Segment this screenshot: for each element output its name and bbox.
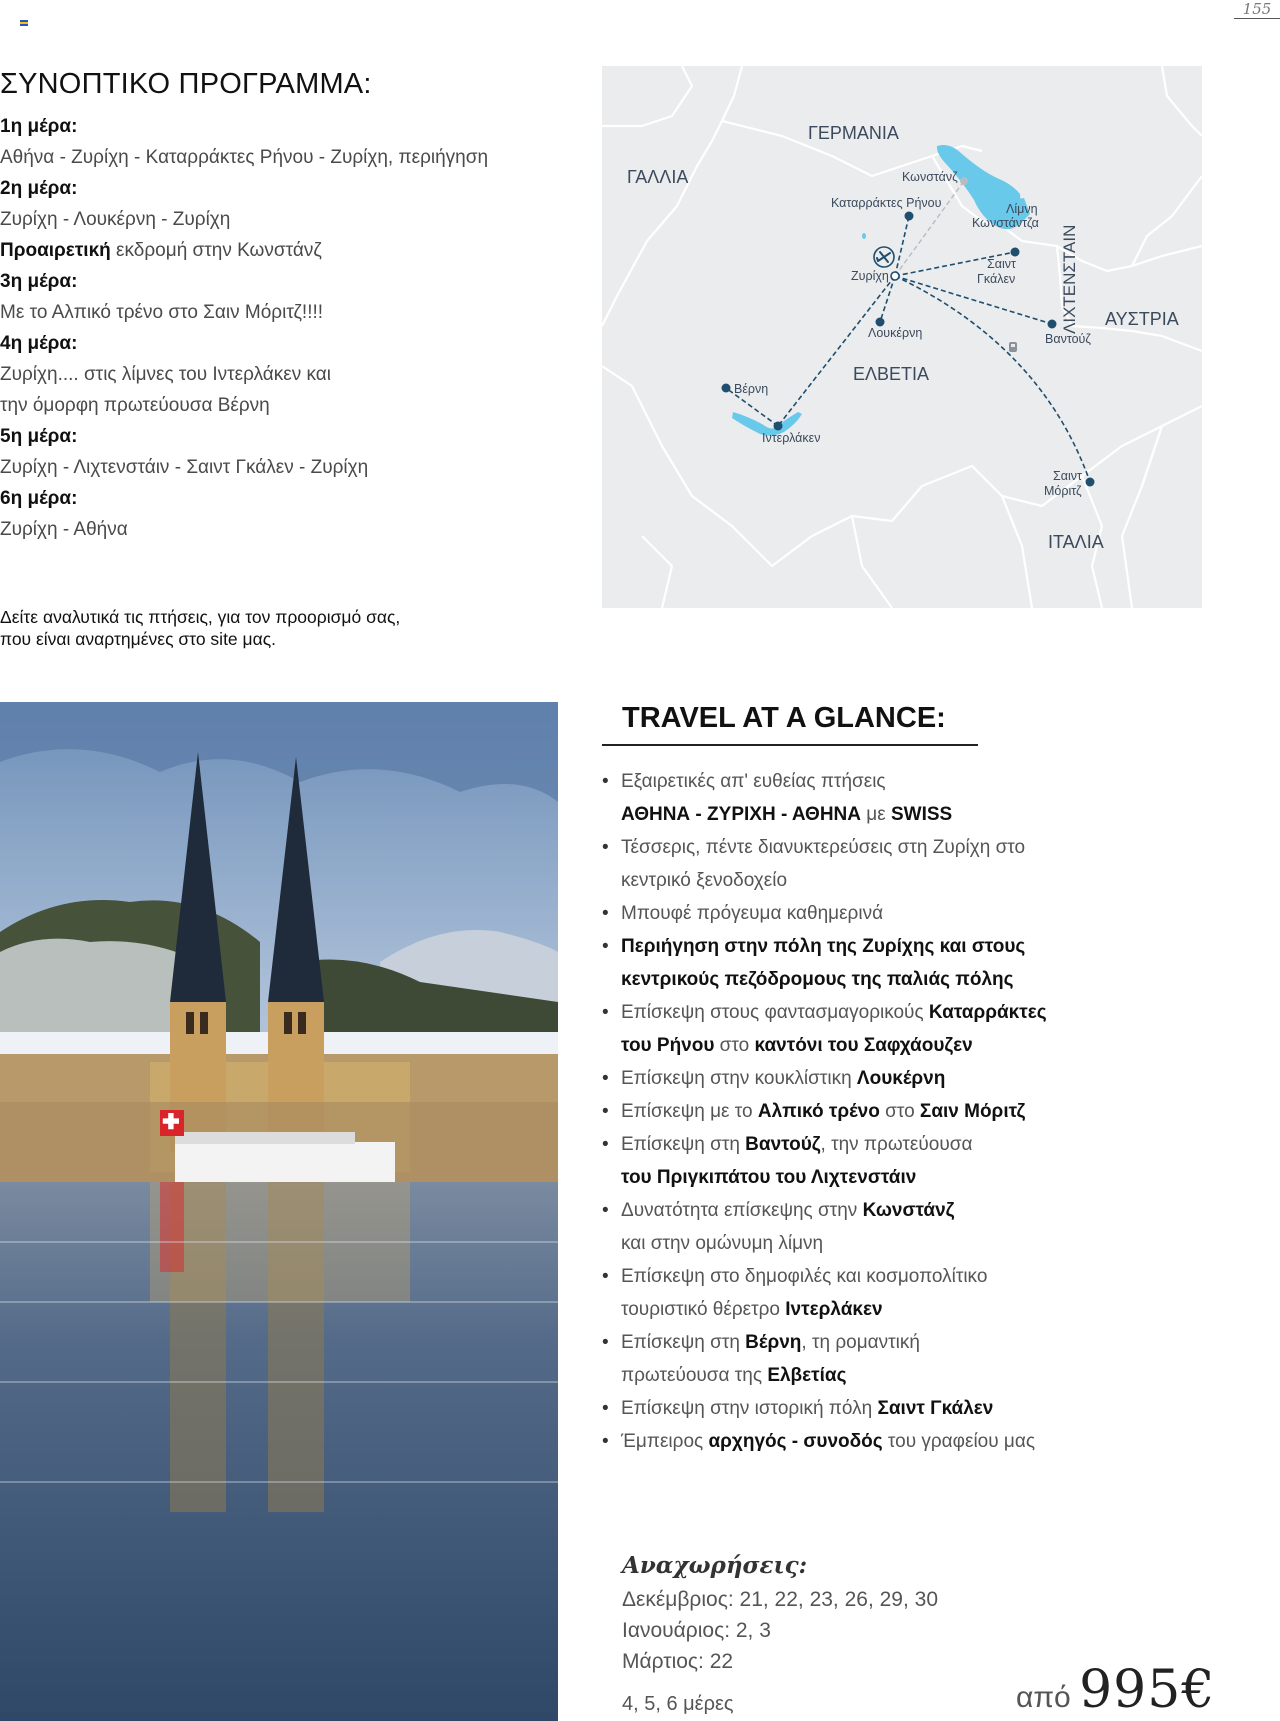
glance-bold: Σαιν Μόριτζ (919, 1101, 1026, 1122)
glance-item (602, 1095, 1202, 1128)
glance-title: TRAVEL AT A GLANCE: (622, 702, 946, 734)
trip-durations: 4, 5, 6 μέρες (622, 1693, 734, 1715)
glance-text: Εξαιρετικές απ' ευθείας πτήσεις (621, 771, 886, 792)
train-icon (1009, 342, 1017, 352)
day2-heading: 2η μέρα: (0, 178, 78, 199)
glance-bold: του Ρήνου (621, 1035, 715, 1056)
glance-bold: του Πριγκιπάτου του Λιχτενστάιν (621, 1167, 917, 1188)
label-rhine-falls: Καταρράκτες Ρήνου (831, 196, 942, 210)
city-dot-st-moritz (1086, 478, 1095, 487)
glance-text: κεντρικό ξενοδοχείο (621, 870, 788, 891)
glance-item (602, 1128, 1202, 1194)
glance-list (602, 765, 1202, 1458)
route-map (602, 66, 1202, 608)
label-lake-2: Κωνστάντζα (972, 216, 1039, 230)
glance-bold: Καταρράκτες (928, 1002, 1047, 1023)
glance-text: του γραφείου μας (882, 1431, 1036, 1452)
glance-text: Δυνατότητα επίσκεψης στην (621, 1200, 863, 1221)
departures-title: Αναχωρήσεις: (622, 1552, 808, 1579)
glance-text: Επίσκεψη στην ιστορική πόλη (621, 1398, 878, 1419)
lucerne-illustration (0, 702, 558, 1721)
glance-bold: κεντρικούς πεζόδρομους της παλιάς πόλης (621, 969, 1014, 990)
label-st-moritz-2: Μόριτζ (1044, 484, 1082, 498)
glance-bold: αρχηγός - συνοδός (708, 1431, 883, 1452)
glance-text: και στην ομώνυμη λίμνη (621, 1233, 824, 1254)
city-dot-konstanz (960, 177, 968, 185)
flights-note-line-2: που είναι αναρτημένες στο site μας. (0, 629, 277, 649)
label-lake-1: Λίμνη (1006, 202, 1038, 216)
day1-heading: 1η μέρα: (0, 116, 78, 137)
label-lucerne: Λουκέρνη (868, 326, 923, 340)
glance-text: , την πρωτεύουσα (820, 1134, 973, 1155)
glance-bold: Βέρνη (745, 1332, 802, 1353)
route-map-svg (602, 66, 1202, 608)
departures-march: Μάρτιος: 22 (622, 1650, 734, 1673)
label-bern: Βέρνη (734, 382, 769, 396)
glance-item (602, 1194, 1202, 1260)
glance-bold: ΑΘΗΝΑ - ΖΥΡΙΧΗ - ΑΘΗΝΑ (621, 804, 861, 825)
label-austria: ΑΥΣΤΡΙΑ (1105, 309, 1179, 329)
departures-january: Ιανουάριος: 2, 3 (622, 1619, 771, 1642)
label-st-gallen-2: Γκάλεν (977, 272, 1016, 286)
glance-bold: Ελβετίας (767, 1365, 847, 1386)
glance-item (602, 1425, 1202, 1458)
glance-text: Επίσκεψη με το (621, 1101, 758, 1122)
label-konstanz: Κωνστάνζ (902, 170, 958, 184)
glance-item (602, 996, 1202, 1062)
label-france: ΓΑΛΛΙΑ (627, 167, 689, 187)
glance-bold: Κωνστάνζ (862, 1200, 955, 1221)
glance-text: στο (714, 1035, 755, 1056)
glance-item (602, 1260, 1202, 1326)
day3-heading: 3η μέρα: (0, 271, 78, 292)
city-dot-st-gallen (1011, 248, 1020, 257)
price-amount: 995€ (1079, 1660, 1216, 1720)
label-germany: ΓΕΡΜΑΝΙΑ (808, 123, 899, 143)
glance-text: Επίσκεψη στο δημοφιλές και κοσμοπολίτικο (621, 1266, 988, 1287)
label-liechtenstein: ΛΙΧΤΕΝΣΤΑΙΝ (1060, 224, 1079, 334)
day3-text: Με το Αλπικό τρένο στο Σαιν Μόριτζ!!!! (0, 302, 324, 323)
label-vaduz: Βαντούζ (1045, 332, 1091, 346)
glance-text: Τέσσερις, πέντε διανυκτερεύσεις στη Ζυρίχη στο (621, 837, 1026, 858)
day4-text-2: την όμορφη πρωτεύουσα Βέρνη (0, 395, 270, 416)
glance-underline (602, 744, 978, 746)
glance-item (602, 930, 1202, 996)
day4-text-1: Ζυρίχη.... στις λίμνες του Ιντερλάκεν και (0, 364, 332, 385)
glance-bold: Ιντερλάκεν (785, 1299, 883, 1320)
glance-bold: Βαντούζ (745, 1134, 821, 1155)
optional-text: εκδρομή στην Κωνστάνζ (110, 240, 322, 261)
glance-text: Επίσκεψη στους φαντασμαγορικούς (621, 1002, 929, 1023)
flag-icon (20, 20, 28, 26)
page-number: 155 (1234, 0, 1280, 19)
glance-item (602, 1326, 1202, 1392)
flights-note (0, 606, 520, 650)
flights-note-line-1: Δείτε αναλυτικά τις πτήσεις, για τον προορισμό σας, (0, 607, 401, 627)
optional-excursion (0, 235, 590, 266)
glance-text: στο (879, 1101, 920, 1122)
glance-bold: Σαιντ Γκάλεν (877, 1398, 994, 1419)
glance-text: Επίσκεψη στην κουκλίστικη (621, 1068, 857, 1089)
day5-heading: 5η μέρα: (0, 426, 78, 447)
glance-item (602, 1062, 1202, 1095)
day6-heading: 6η μέρα: (0, 488, 78, 509)
glance-text: Επίσκεψη στη (621, 1332, 746, 1353)
city-dot-vaduz (1048, 320, 1057, 329)
glance-bold: Περιήγηση στην πόλη της Ζυρίχης και στους (621, 936, 1026, 957)
glance-text: Έμπειρος (621, 1431, 709, 1452)
day4-heading: 4η μέρα: (0, 333, 78, 354)
glance-item (602, 1392, 1202, 1425)
glance-text: , τη ρομαντική (801, 1332, 920, 1353)
glance-bold: SWISS (890, 804, 953, 825)
glance-text: πρωτεύουσα της (621, 1365, 768, 1386)
program-title: ΣΥΝΟΠΤΙΚΟ ΠΡΟΓΡΑΜΜΑ: (0, 68, 372, 100)
label-st-moritz-1: Σαιντ (1053, 469, 1082, 483)
optional-label: Προαιρετική (0, 240, 111, 261)
lucerne-photo (0, 702, 558, 1721)
glance-text: Μπουφέ πρόγευμα καθημερινά (621, 903, 884, 924)
glance-text: με (861, 804, 891, 825)
label-switzerland: ΕΛΒΕΤΙΑ (853, 364, 930, 384)
label-zurich: Ζυρίχη (851, 269, 889, 283)
glance-bold: Αλπικό τρένο (757, 1101, 880, 1122)
label-italy: ΙΤΑΛΙΑ (1048, 532, 1104, 552)
glance-text: τουριστικό θέρετρο (621, 1299, 786, 1320)
city-dot-rhine-falls (905, 212, 914, 221)
glance-item (602, 831, 1202, 897)
glance-text: Επίσκεψη στη (621, 1134, 746, 1155)
city-dot-interlaken (774, 422, 783, 431)
glance-bold: καντόνι του Σαφχάουζεν (754, 1035, 973, 1056)
city-dot-bern (722, 384, 731, 393)
program-section (0, 68, 590, 545)
glance-bold: Λουκέρνη (856, 1068, 946, 1089)
day2-text: Ζυρίχη - Λουκέρνη - Ζυρίχη (0, 209, 231, 230)
departures-december: Δεκέμβριος: 21, 22, 23, 26, 29, 30 (622, 1588, 939, 1611)
day5-text: Ζυρίχη - Λιχτενστάιν - Σαιντ Γκάλεν - Ζυρίχη (0, 457, 369, 478)
city-dot-zurich (891, 272, 899, 280)
price-from: από (1016, 1681, 1080, 1714)
day1-text: Αθήνα - Ζυρίχη - Καταρράκτες Ρήνου - Ζυρίχη, περιήγηση (0, 147, 489, 168)
label-st-gallen-1: Σαιντ (987, 257, 1016, 271)
glance-item (602, 765, 1202, 831)
departures-section (622, 1548, 1022, 1716)
glance-item (602, 897, 1202, 930)
day6-text: Ζυρίχη - Αθήνα (0, 519, 128, 540)
label-interlaken: Ιντερλάκεν (762, 431, 821, 445)
price-tag (1016, 1660, 1215, 1720)
